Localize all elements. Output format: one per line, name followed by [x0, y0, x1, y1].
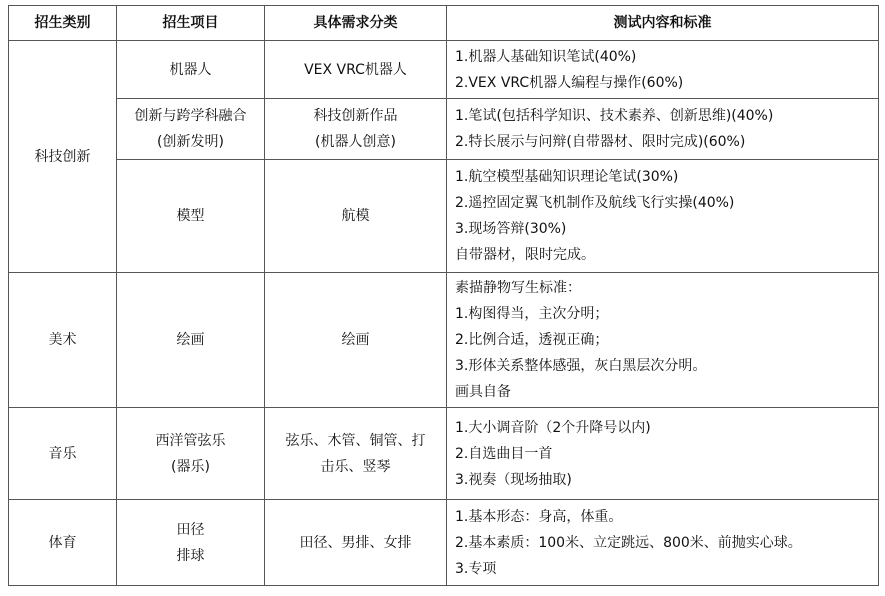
criteria-line: 素描静物写生标准：: [455, 280, 581, 296]
criteria-line: 1.航空模型基础知识理论笔试(30%): [455, 169, 679, 185]
admission-table: [8, 5, 879, 586]
criteria-line: 1.基本形态：身高，体重。: [455, 508, 623, 525]
criteria-line: 3.现场答辩(30%): [455, 221, 567, 237]
type-line: (机器人创意): [315, 134, 396, 150]
project-line: 创新与跨学科融合: [134, 108, 247, 124]
category-art: 美术: [9, 273, 117, 408]
project-line: 西洋管弦乐: [155, 432, 226, 449]
criteria-line: 2.特长展示与问辩(自带器材、限时完成)(60%): [455, 134, 746, 150]
category-tech: 科技创新: [9, 41, 117, 273]
table-row: [9, 99, 879, 160]
type-model: 航模: [265, 160, 447, 273]
criteria-robot: [447, 41, 879, 99]
table-row: [9, 160, 879, 273]
type-music: [265, 408, 447, 500]
table-row: [9, 500, 879, 586]
criteria-sports: [447, 500, 879, 586]
type-robot: VEX VRC机器人: [265, 41, 447, 99]
type-line: 弦乐、木管、铜管、打: [285, 432, 426, 449]
criteria-line: 3.专项: [455, 560, 497, 577]
criteria-line: 2.基本素质：100米、立定跳远、800米、前抛实心球。: [455, 534, 802, 551]
category-music: 音乐: [9, 408, 117, 500]
project-robot: 机器人: [117, 41, 265, 99]
project-model: 模型: [117, 160, 265, 273]
criteria-line: 2.遥控固定翼飞机制作及航线飞行实操(40%): [455, 195, 735, 211]
criteria-line: 1.构图得当，主次分明；: [455, 306, 609, 322]
type-innovation: [265, 99, 447, 160]
criteria-music: [447, 408, 879, 500]
table-row: [9, 273, 879, 408]
criteria-line: 2.VEX VRC机器人编程与操作(60%): [455, 74, 684, 91]
project-music: [117, 408, 265, 500]
criteria-line: 2.比例合适，透视正确；: [455, 332, 609, 348]
project-line: 田径: [176, 521, 205, 538]
criteria-line: 3.视奏（现场抽取): [455, 471, 572, 488]
criteria-line: 3.形体关系整体感强，灰白黑层次分明。: [455, 358, 707, 374]
type-sports: 田径、男排、女排: [265, 500, 447, 586]
project-sports: [117, 500, 265, 586]
header-type: 具体需求分类: [265, 6, 447, 41]
criteria-line: 1.笔试(包括科学知识、技术素养、创新思维)(40%): [455, 108, 774, 124]
criteria-line: 自带器材，限时完成。: [455, 247, 595, 263]
header-row: [9, 6, 879, 41]
criteria-innovation: [447, 99, 879, 160]
header-project: 招生项目: [117, 6, 265, 41]
header-criteria: 测试内容和标准: [447, 6, 879, 41]
type-art: 绘画: [265, 273, 447, 408]
criteria-model: [447, 160, 879, 273]
type-line: 科技创新作品: [313, 108, 398, 124]
header-category: 招生类别: [9, 6, 117, 41]
criteria-line: 1.大小调音阶（2个升降号以内): [455, 419, 651, 436]
category-sports: 体育: [9, 500, 117, 586]
table-row: [9, 41, 879, 99]
project-innovation: [117, 99, 265, 160]
criteria-line: 1.机器人基础知识笔试(40%): [455, 48, 637, 65]
project-line: 排球: [176, 547, 205, 564]
type-line: 击乐、竖琴: [320, 458, 391, 475]
project-line: (创新发明): [157, 134, 224, 150]
criteria-line: 2.自选曲目一首: [455, 445, 553, 462]
criteria-line: 画具自备: [455, 384, 511, 400]
table-row: [9, 408, 879, 500]
criteria-art: [447, 273, 879, 408]
project-art: 绘画: [117, 273, 265, 408]
project-line: (器乐): [171, 458, 210, 475]
